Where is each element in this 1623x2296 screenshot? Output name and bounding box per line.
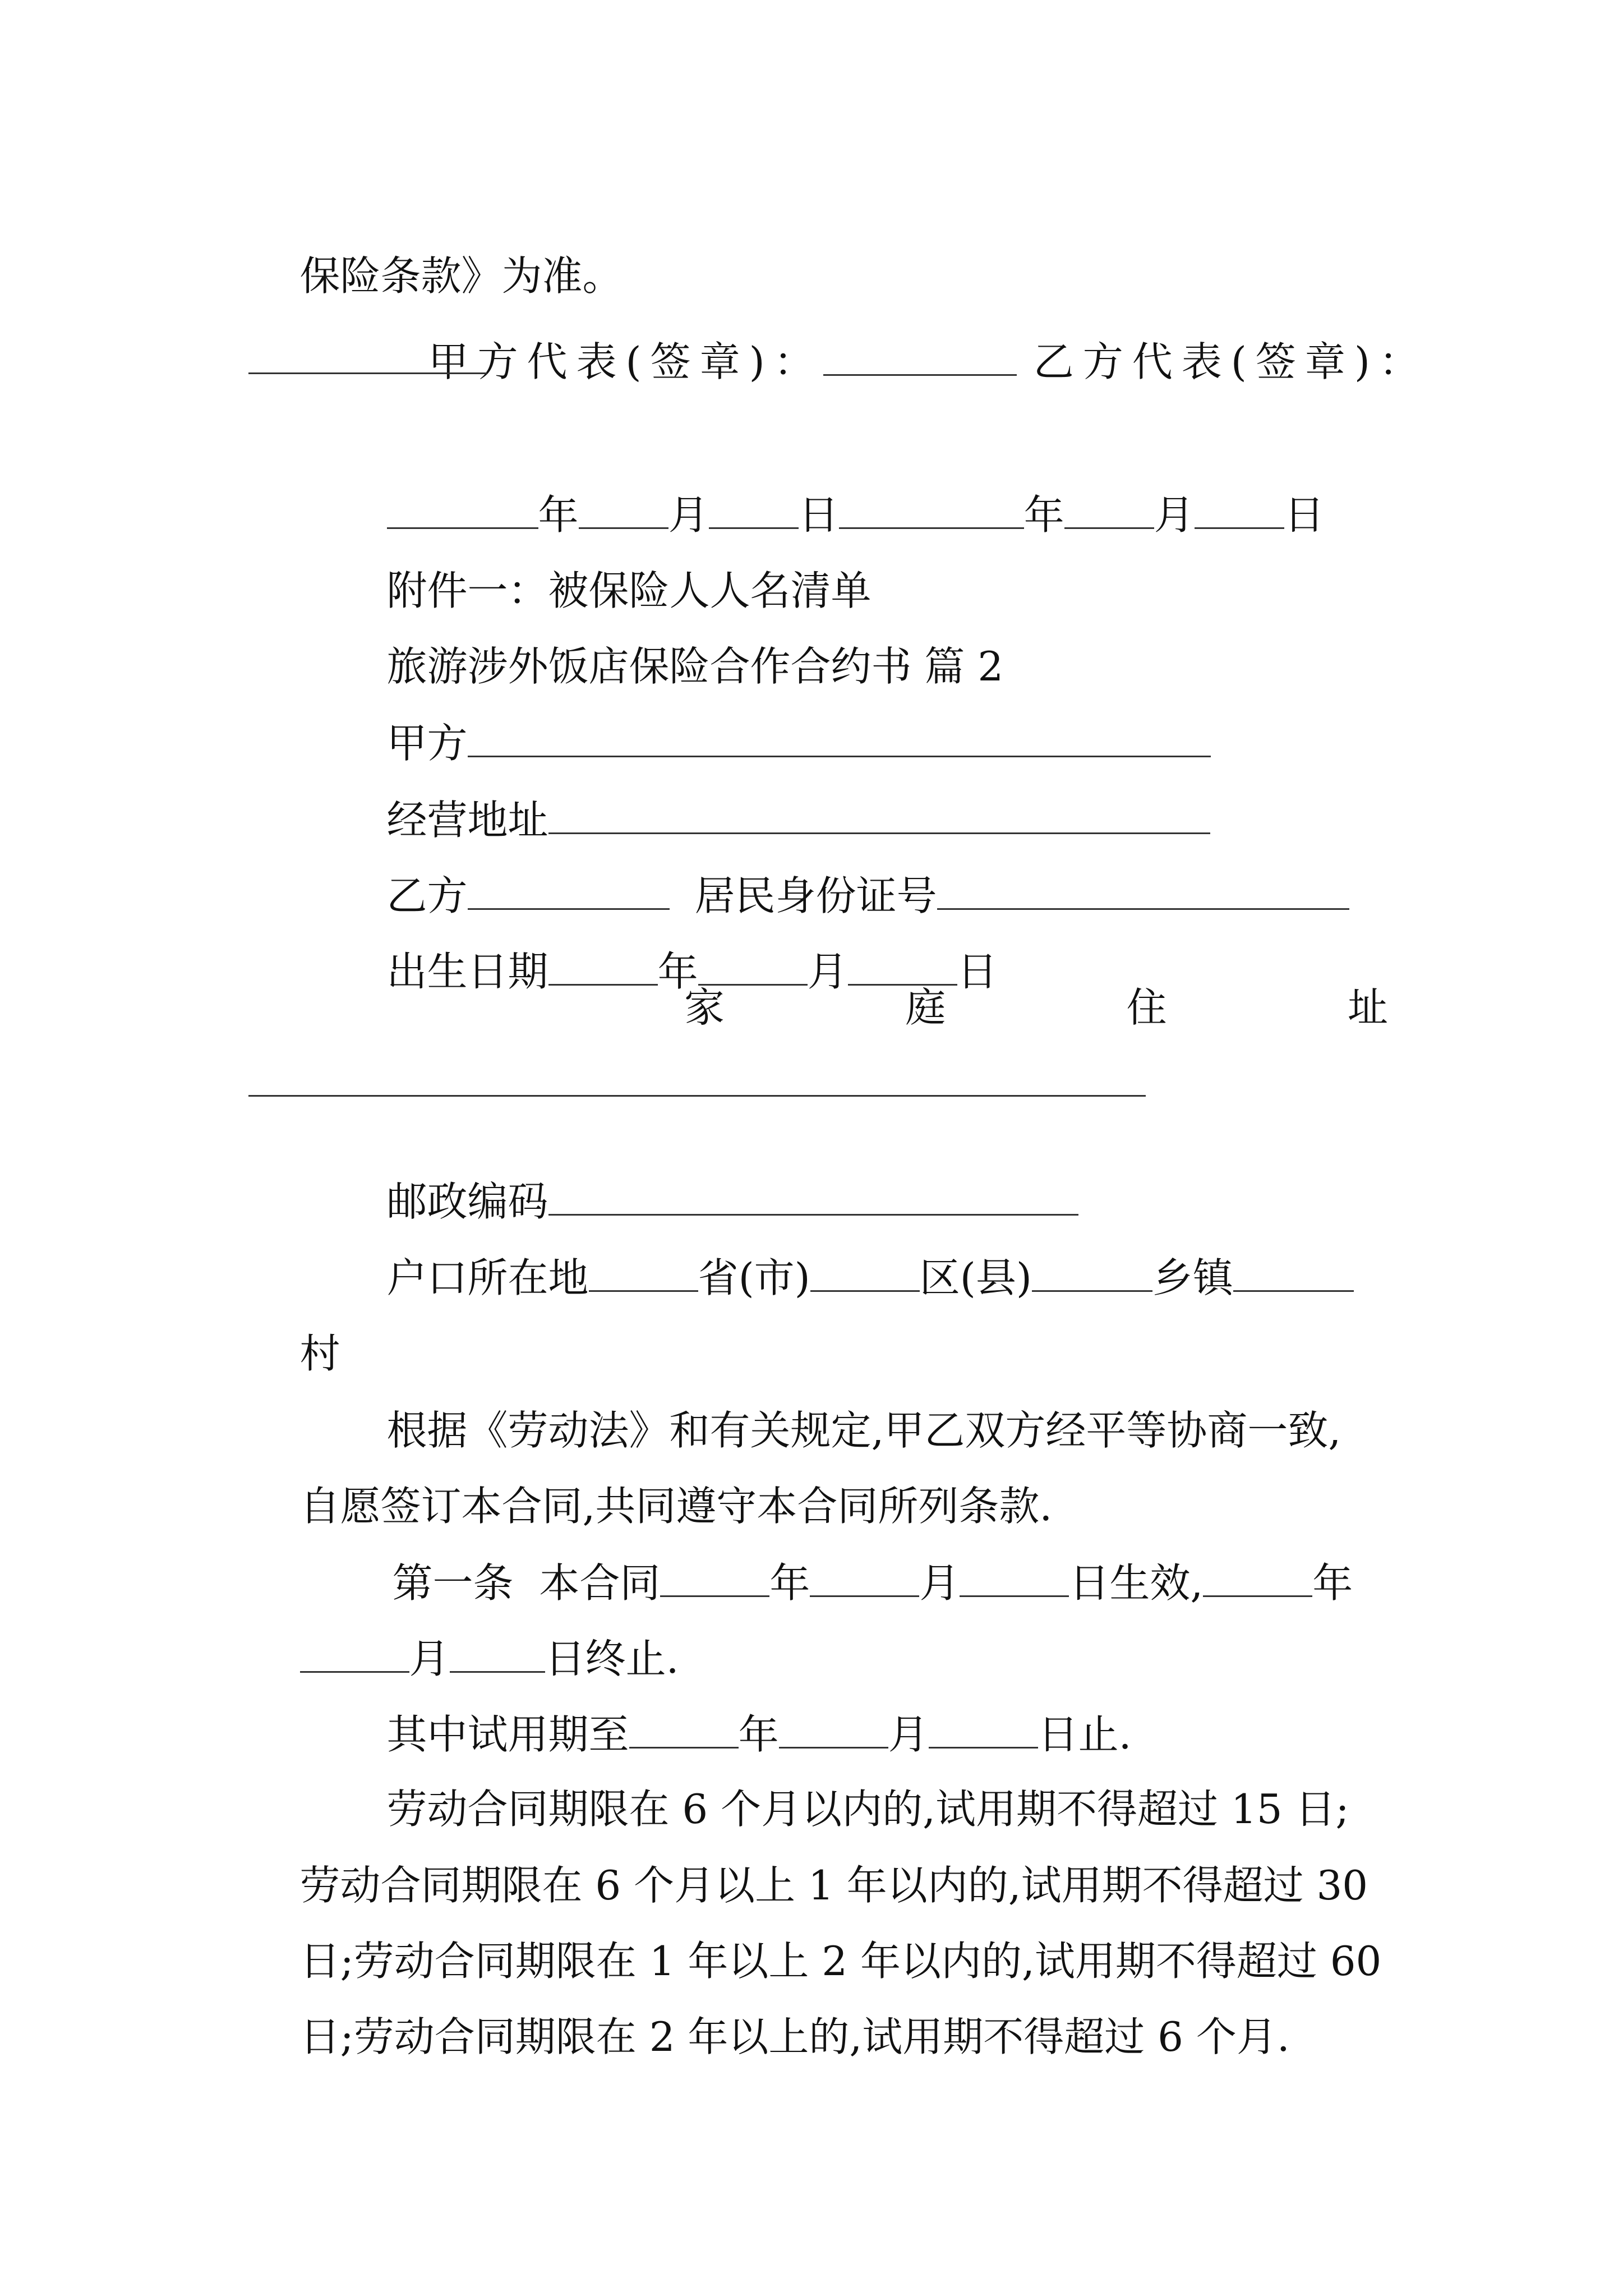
business-address-label: 经营地址 (386, 797, 548, 844)
business-address-blank (548, 799, 1210, 834)
district-blank (810, 1257, 920, 1292)
day-label: 日 (798, 491, 839, 539)
village-blank (1233, 1257, 1354, 1292)
household-registration-label: 户口所在地 (386, 1254, 589, 1301)
id-number-blank (937, 875, 1349, 910)
spread-char: 家 (684, 984, 725, 1031)
day-blank (1195, 494, 1284, 529)
birth-date-label: 出生日期 (386, 948, 548, 995)
termination-label: 日终止. (545, 1635, 679, 1682)
paragraph-text: 根据《劳动法》和有关规定,甲乙双方经平等协商一致, (386, 1407, 1341, 1454)
spread-char: 住 (1126, 984, 1167, 1031)
probation-label: 其中试用期至 (386, 1711, 629, 1758)
start-year-blank (660, 1562, 769, 1597)
year-label: 年 (657, 948, 698, 995)
id-number-label: 居民身份证号 (694, 872, 937, 919)
home-address-blank (248, 1095, 1146, 1097)
party-a-rep-label: 甲方代表(签章)： (428, 338, 823, 385)
start-day-blank (960, 1562, 1069, 1597)
article-one-label: 第一条 本合同 (392, 1559, 661, 1607)
village-label: 村 (299, 1330, 340, 1377)
month-label: 月 (807, 948, 848, 995)
paragraph-text: 劳动合同期限在 6 个月以内的,试用期不得超过 15 日; (386, 1786, 1349, 1833)
postal-code-blank (548, 1180, 1078, 1216)
party-b-label: 乙方 (386, 872, 468, 919)
effective-label: 日生效, (1069, 1559, 1204, 1607)
party-b-rep-label: 乙方代表(签章)： (1033, 338, 1428, 385)
province-label: 省(市) (698, 1254, 810, 1301)
household-registration-line (335, 1216, 1354, 1338)
end-year-blank (1203, 1562, 1312, 1597)
month-blank (579, 494, 668, 529)
day-blank (709, 494, 799, 529)
month-label: 月 (919, 1559, 960, 1607)
probation-end-label: 日止. (1038, 1711, 1132, 1758)
day-label: 日 (957, 948, 998, 995)
probation-year-blank (629, 1713, 739, 1749)
paragraph-text: 日;劳动合同期限在 1 年以上 2 年以内的,试用期不得超过 60 (299, 1938, 1382, 1985)
paragraph-line (248, 1976, 1290, 2097)
paragraph-text: 自愿签订本合同,共同遵守本合同所列条款. (299, 1483, 1053, 1530)
party-a-label: 甲方 (386, 720, 468, 767)
text-line (248, 1293, 340, 1414)
start-month-blank (810, 1562, 919, 1597)
district-label: 区(县) (919, 1254, 1032, 1301)
party-a-signature-blank (823, 341, 1017, 376)
birth-year-blank (548, 950, 658, 986)
paragraph-text: 劳动合同期限在 6 个月以上 1 年以内的,试用期不得超过 30 (299, 1862, 1368, 1909)
home-address-label (684, 984, 1388, 1031)
end-day-blank (450, 1637, 545, 1673)
township-label: 乡镇 (1152, 1254, 1233, 1301)
party-b-blank (468, 875, 670, 910)
probation-day-blank (929, 1713, 1038, 1749)
month-label: 月 (409, 1635, 450, 1682)
province-blank (589, 1257, 698, 1292)
month-label: 月 (668, 491, 709, 539)
spread-char: 庭 (905, 984, 946, 1031)
spread-char: 址 (1347, 984, 1388, 1031)
birth-month-blank (698, 950, 808, 986)
text-line-content: 保险条款》为准。 (299, 252, 623, 300)
party-b-signature-blank (248, 372, 487, 374)
paragraph-text: 日;劳动合同期限在 2 年以上的,试用期不得超过 6 个月. (299, 2013, 1290, 2060)
party-a-blank (468, 722, 1211, 757)
year-blank (387, 494, 538, 529)
month-label: 月 (1154, 491, 1195, 539)
year-label: 年 (1312, 1559, 1353, 1607)
year-label: 年 (538, 491, 579, 539)
year-label: 年 (769, 1559, 810, 1607)
township-blank (1032, 1257, 1152, 1292)
probation-month-blank (779, 1713, 888, 1749)
signature-line (341, 300, 1428, 422)
month-blank (1064, 494, 1154, 529)
section-heading: 旅游涉外饭店保险合作合约书 篇 2 (386, 643, 1004, 690)
postal-code-label: 邮政编码 (386, 1178, 548, 1225)
day-label: 日 (1284, 491, 1325, 539)
end-month-blank (300, 1637, 409, 1673)
birth-day-blank (848, 950, 957, 986)
year-label: 年 (738, 1711, 779, 1758)
attachment-title: 附件一：被保险人人名清单 (386, 567, 872, 614)
month-label: 月 (888, 1711, 929, 1758)
year-blank (839, 494, 1024, 529)
year-label: 年 (1023, 491, 1064, 539)
